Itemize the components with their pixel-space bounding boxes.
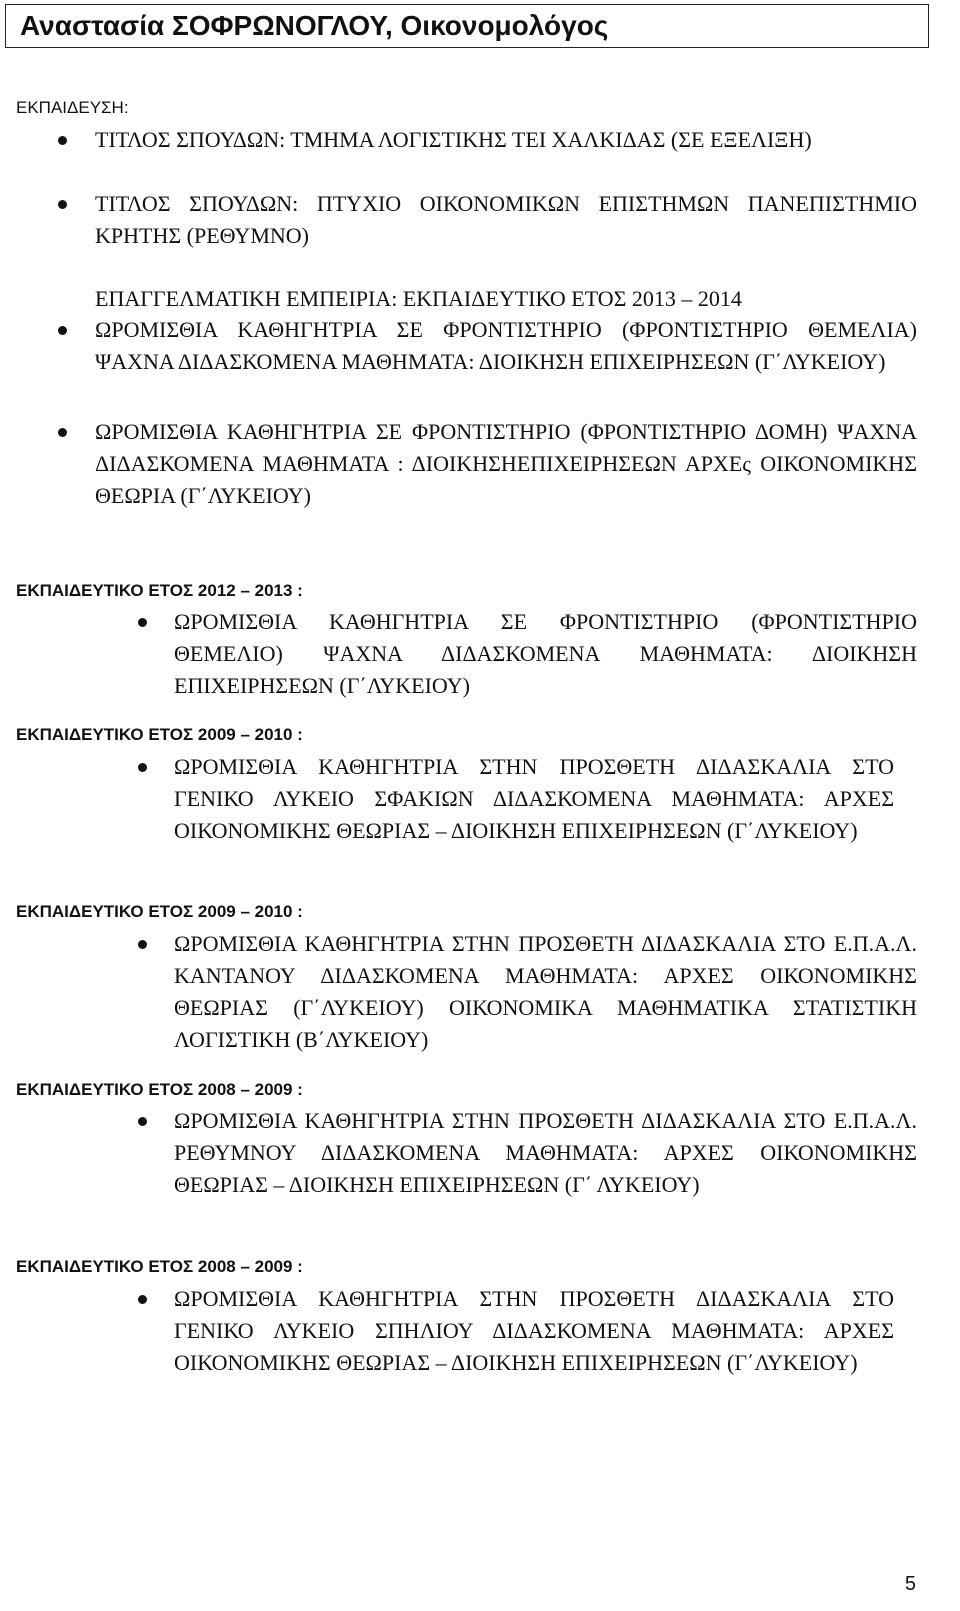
year-item-2009-b: ΩΡΟΜΙΣΘΙΑ ΚΑΘΗΓΗΤΡΙΑ ΣΤΗΝ ΠΡΟΣΘΕΤΗ ΔΙΔΑΣΚΑΛΙΑ ΣΤΟ Ε.Π.Α.Λ. ΚΑΝΤΑΝΟΥ ΔΙΔΑΣΚΟΜΕΝΑ ΜΑΘΗΜΑΤΑ: ΑΡΧΕΣ ΟΙΚΟΝΟΜΙΚΗΣ ΘΕΩΡΙΑΣ (Γ΄ΛΥΚΕΙΟΥ) ΟΙΚΟΝΟΜΙΚΑ ΜΑΘΗΜΑΤΙΚΑ ΣΤΑΤΙΣΤΙΚΗ ΛΟΓΙΣΤΙΚΗ (Β΄ΛΥΚΕΙΟΥ): [174, 931, 917, 1052]
year-bullet-2008-a: [138, 1117, 147, 1126]
year-bullet-2008-b: [138, 1295, 147, 1304]
education-item-2: ΤΙΤΛΟΣ ΣΠΟΥΔΩΝ: ΠΤΥΧΙΟ ΟΙΚΟΝΟΜΙΚΩΝ ΕΠΙΣΤΗΜΩΝ ΠΑΝΕΠΙΣΤΗΜΙΟ ΚΡΗΤΗΣ (ΡΕΘΥΜΝΟ): [95, 191, 917, 248]
experience-bullet-2: [58, 428, 67, 437]
page-title: Αναστασία ΣΟΦΡΩΝΟΓΛΟΥ, Οικονομολόγος: [20, 10, 609, 41]
year-bullet-2009-b: [138, 940, 147, 949]
experience-item-1: ΩΡΟΜΙΣΘΙΑ ΚΑΘΗΓΗΤΡΙΑ ΣΕ ΦΡΟΝΤΙΣΤΗΡΙΟ (ΦΡΟΝΤΙΣΤΗΡΙΟ ΘΕΜΕΛΙΑ) ΨΑΧΝΑ ΔΙΔΑΣΚΟΜΕΝΑ ΜΑΘΗΜΑΤΑ: ΔΙΟΙΚΗΣΗ ΕΠΙΧΕΙΡΗΣΕΩΝ (Γ΄ΛΥΚΕΙΟΥ): [95, 317, 917, 374]
year-heading-2009-a: ΕΚΠΑΙΔΕΥΤΙΚΟ ΕΤΟΣ 2009 – 2010 :: [16, 725, 303, 744]
experience-item-2: ΩΡΟΜΙΣΘΙΑ ΚΑΘΗΓΗΤΡΙΑ ΣΕ ΦΡΟΝΤΙΣΤΗΡΙΟ (ΦΡΟΝΤΙΣΤΗΡΙΟ ΔΟΜΗ) ΨΑΧΝΑ ΔΙΔΑΣΚΟΜΕΝΑ ΜΑΘΗΜΑΤΑ : ΔΙΟΙΚΗΣΗΕΠΙΧΕΙΡΗΣΕΩΝ ΑΡΧΕς ΟΙΚΟΝΟΜΙΚΗΣ ΘΕΩΡΙΑ (Γ΄ΛΥΚΕΙΟΥ): [95, 419, 917, 508]
year-item-2009-a: ΩΡΟΜΙΣΘΙΑ ΚΑΘΗΓΗΤΡΙΑ ΣΤΗΝ ΠΡΟΣΘΕΤΗ ΔΙΔΑΣΚΑΛΙΑ ΣΤΟ ΓΕΝΙΚΟ ΛΥΚΕΙΟ ΣΦΑΚΙΩΝ ΔΙΔΑΣΚΟΜΕΝΑ ΜΑΘΗΜΑΤΑ: ΑΡΧΕΣ ΟΙΚΟΝΟΜΙΚΗΣ ΘΕΩΡΙΑΣ – ΔΙΟΙΚΗΣΗ ΕΠΙΧΕΙΡΗΣΕΩΝ (Γ΄ΛΥΚΕΙΟΥ): [174, 754, 894, 843]
education-heading: ΕΚΠΑΙΔΕΥΣΗ:: [16, 98, 129, 117]
year-heading-2008-a: ΕΚΠΑΙΔΕΥΤΙΚΟ ΕΤΟΣ 2008 – 2009 :: [16, 1080, 303, 1099]
year-item-2008-a: ΩΡΟΜΙΣΘΙΑ ΚΑΘΗΓΗΤΡΙΑ ΣΤΗΝ ΠΡΟΣΘΕΤΗ ΔΙΔΑΣΚΑΛΙΑ ΣΤΟ Ε.Π.Α.Λ. ΡΕΘΥΜΝΟΥ ΔΙΔΑΣΚΟΜΕΝΑ ΜΑΘΗΜΑΤΑ: ΑΡΧΕΣ ΟΙΚΟΝΟΜΙΚΗΣ ΘΕΩΡΙΑΣ – ΔΙΟΙΚΗΣΗ ΕΠΙΧΕΙΡΗΣΕΩΝ (Γ΄ ΛΥΚΕΙΟΥ): [174, 1108, 917, 1197]
year-bullet-2009-a: [138, 763, 147, 772]
education-item-1: ΤΙΤΛΟΣ ΣΠΟΥΔΩΝ: ΤΜΗΜΑ ΛΟΓΙΣΤΙΚΗΣ ΤΕΙ ΧΑΛΚΙΔΑΣ (ΣΕ ΕΞΕΛΙΞΗ): [95, 127, 812, 152]
year-item-2008-b: ΩΡΟΜΙΣΘΙΑ ΚΑΘΗΓΗΤΡΙΑ ΣΤΗΝ ΠΡΟΣΘΕΤΗ ΔΙΔΑΣΚΑΛΙΑ ΣΤΟ ΓΕΝΙΚΟ ΛΥΚΕΙΟ ΣΠΗΛΙΟΥ ΔΙΔΑΣΚΟΜΕΝΑ ΜΑΘΗΜΑΤΑ: ΑΡΧΕΣ ΟΙΚΟΝΟΜΙΚΗΣ ΘΕΩΡΙΑΣ – ΔΙΟΙΚΗΣΗ ΕΠΙΧΕΙΡΗΣΕΩΝ (Γ΄ΛΥΚΕΙΟΥ): [174, 1286, 894, 1375]
page-number: 5: [904, 1573, 916, 1595]
education-bullet-1: [58, 136, 67, 145]
year-heading-2008-b: ΕΚΠΑΙΔΕΥΤΙΚΟ ΕΤΟΣ 2008 – 2009 :: [16, 1257, 303, 1276]
education-bullet-2: [58, 200, 67, 209]
year-heading-2009-b: ΕΚΠΑΙΔΕΥΤΙΚΟ ΕΤΟΣ 2009 – 2010 :: [16, 902, 303, 921]
year-bullet-2012: [138, 618, 147, 627]
experience-heading: ΕΠΑΓΓΕΛΜΑΤΙΚΗ ΕΜΠΕΙΡΙΑ: ΕΚΠΑΙΔΕΥΤΙΚΟ ΕΤΟΣ 2013 – 2014: [95, 286, 742, 311]
experience-bullet-1: [58, 326, 67, 335]
year-heading-2012: ΕΚΠΑΙΔΕΥΤΙΚΟ ΕΤΟΣ 2012 – 2013 :: [16, 581, 303, 600]
year-item-2012: ΩΡΟΜΙΣΘΙΑ ΚΑΘΗΓΗΤΡΙΑ ΣΕ ΦΡΟΝΤΙΣΤΗΡΙΟ (ΦΡΟΝΤΙΣΤΗΡΙΟ ΘΕΜΕΛΙΟ) ΨΑΧΝΑ ΔΙΔΑΣΚΟΜΕΝΑ ΜΑΘΗΜΑΤΑ: ΔΙΟΙΚΗΣΗ ΕΠΙΧΕΙΡΗΣΕΩΝ (Γ΄ΛΥΚΕΙΟΥ): [174, 609, 917, 698]
title-box: [5, 4, 929, 48]
